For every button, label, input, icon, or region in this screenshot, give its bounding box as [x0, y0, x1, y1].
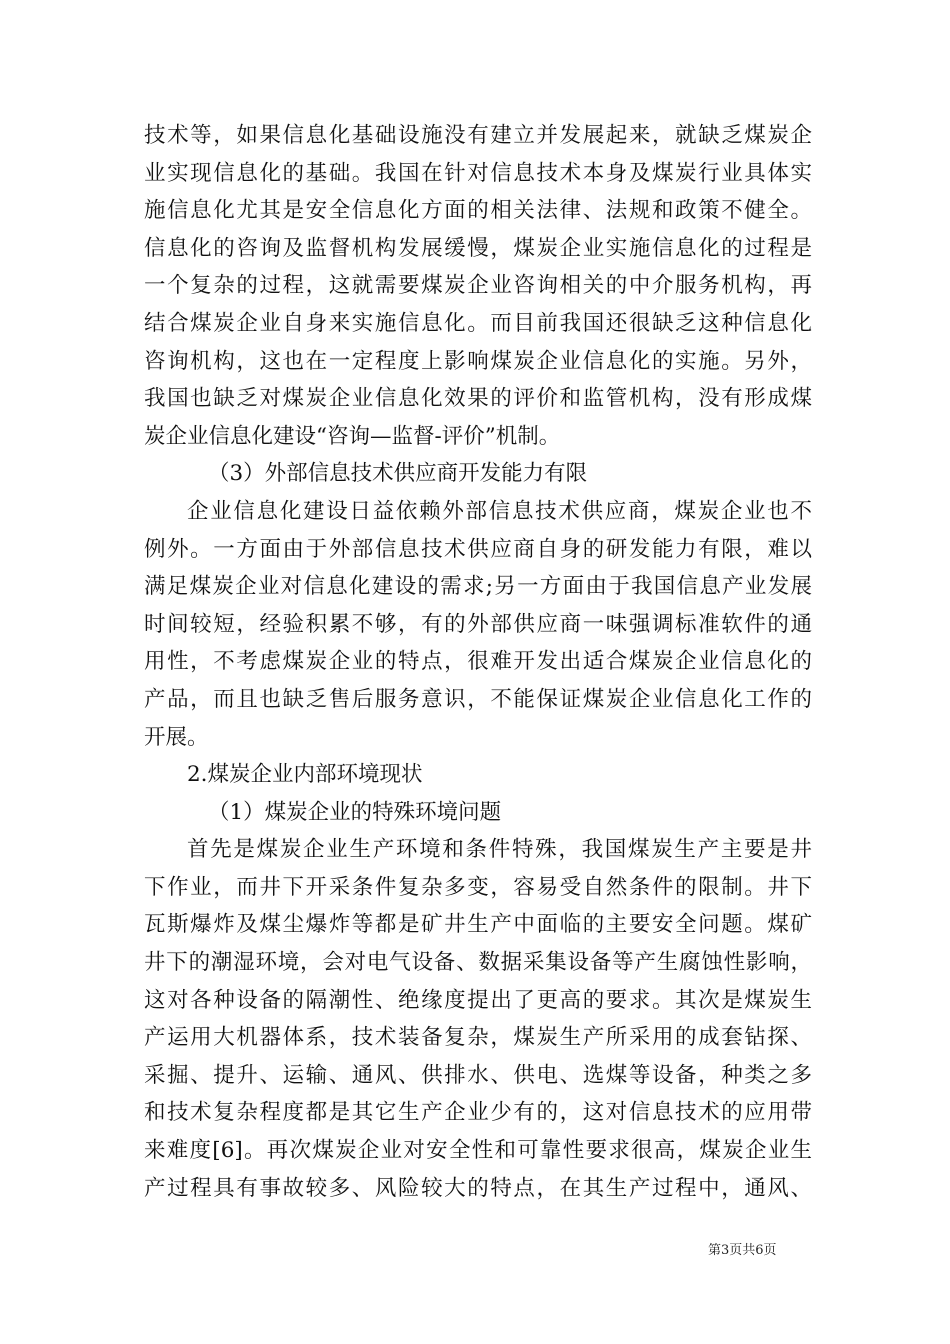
text-line: 产过程具有事故较多、风险较大的特点，在其生产过程中，通风、	[144, 1175, 812, 1201]
text-line: 结合煤炭企业自身来实施信息化。而目前我国还很缺乏这种信息化	[144, 310, 812, 336]
text-line: 一个复杂的过程，这就需要煤炭企业咨询相关的中介服务机构，再	[144, 273, 812, 299]
text-line: 首先是煤炭企业生产环境和条件特殊，我国煤炭生产主要是井	[187, 837, 812, 863]
text-line: 用性，不考虑煤炭企业的特点，很难开发出适合煤炭企业信息化的	[144, 649, 812, 675]
text-line: 例外。一方面由于外部信息技术供应商自身的研发能力有限，难以	[144, 536, 812, 562]
subsection-heading: （1）煤炭企业的特殊环境问题	[208, 799, 502, 825]
text-line: 开展。	[144, 724, 209, 750]
text-line: 产品，而且也缺乏售后服务意识，不能保证煤炭企业信息化工作的	[144, 686, 812, 712]
section-heading: （3）外部信息技术供应商开发能力有限	[208, 461, 588, 487]
text-line: 下作业，而井下开采条件复杂多变，容易受自然条件的限制。井下	[144, 874, 812, 900]
text-line: 采掘、提升、运输、通风、供排水、供电、选煤等设备，种类之多	[144, 1062, 812, 1088]
text-line: 炭企业信息化建设“咨询—监督-评价”机制。	[144, 423, 561, 449]
text-line: 来难度[6]。再次煤炭企业对安全性和可靠性要求很高，煤炭企业生	[144, 1138, 812, 1164]
text-line: 信息化的咨询及监督机构发展缓慢，煤炭企业实施信息化的过程是	[144, 235, 812, 261]
text-line: 技术等，如果信息化基础设施没有建立并发展起来，就缺乏煤炭企	[144, 123, 812, 148]
page-footer: 第3页共6页	[708, 1243, 777, 1258]
text-line: 井下的潮湿环境，会对电气设备、数据采集设备等产生腐蚀性影响，	[144, 950, 812, 976]
text-line: 这对各种设备的隔潮性、绝缘度提出了更高的要求。其次是煤炭生	[144, 987, 812, 1013]
text-line: 产运用大机器体系，技术装备复杂，煤炭生产所采用的成套钻探、	[144, 1025, 812, 1051]
text-line: 咨询机构，这也在一定程度上影响煤炭企业信息化的实施。另外，	[144, 348, 812, 374]
text-line: 我国也缺乏对煤炭企业信息化效果的评价和监管机构，没有形成煤	[144, 386, 812, 412]
text-line: 满足煤炭企业对信息化建设的需求;另一方面由于我国信息产业发展	[144, 574, 812, 600]
text-line: 和技术复杂程度都是其它生产企业少有的，这对信息技术的应用带	[144, 1100, 812, 1126]
text-line: 施信息化尤其是安全信息化方面的相关法律、法规和政策不健全。	[144, 198, 812, 224]
text-line: 瓦斯爆炸及煤尘爆炸等都是矿井生产中面临的主要安全问题。煤矿	[144, 912, 812, 938]
text-line: 企业信息化建设日益依赖外部信息技术供应商，煤炭企业也不	[187, 498, 812, 524]
section-heading: 2.煤炭企业内部环境现状	[187, 762, 423, 788]
text-line: 业实现信息化的基础。我国在针对信息技术本身及煤炭行业具体实	[144, 160, 812, 186]
document-body	[144, 117, 812, 1207]
text-line: 时间较短，经验积累不够，有的外部供应商一味强调标准软件的通	[144, 611, 812, 637]
